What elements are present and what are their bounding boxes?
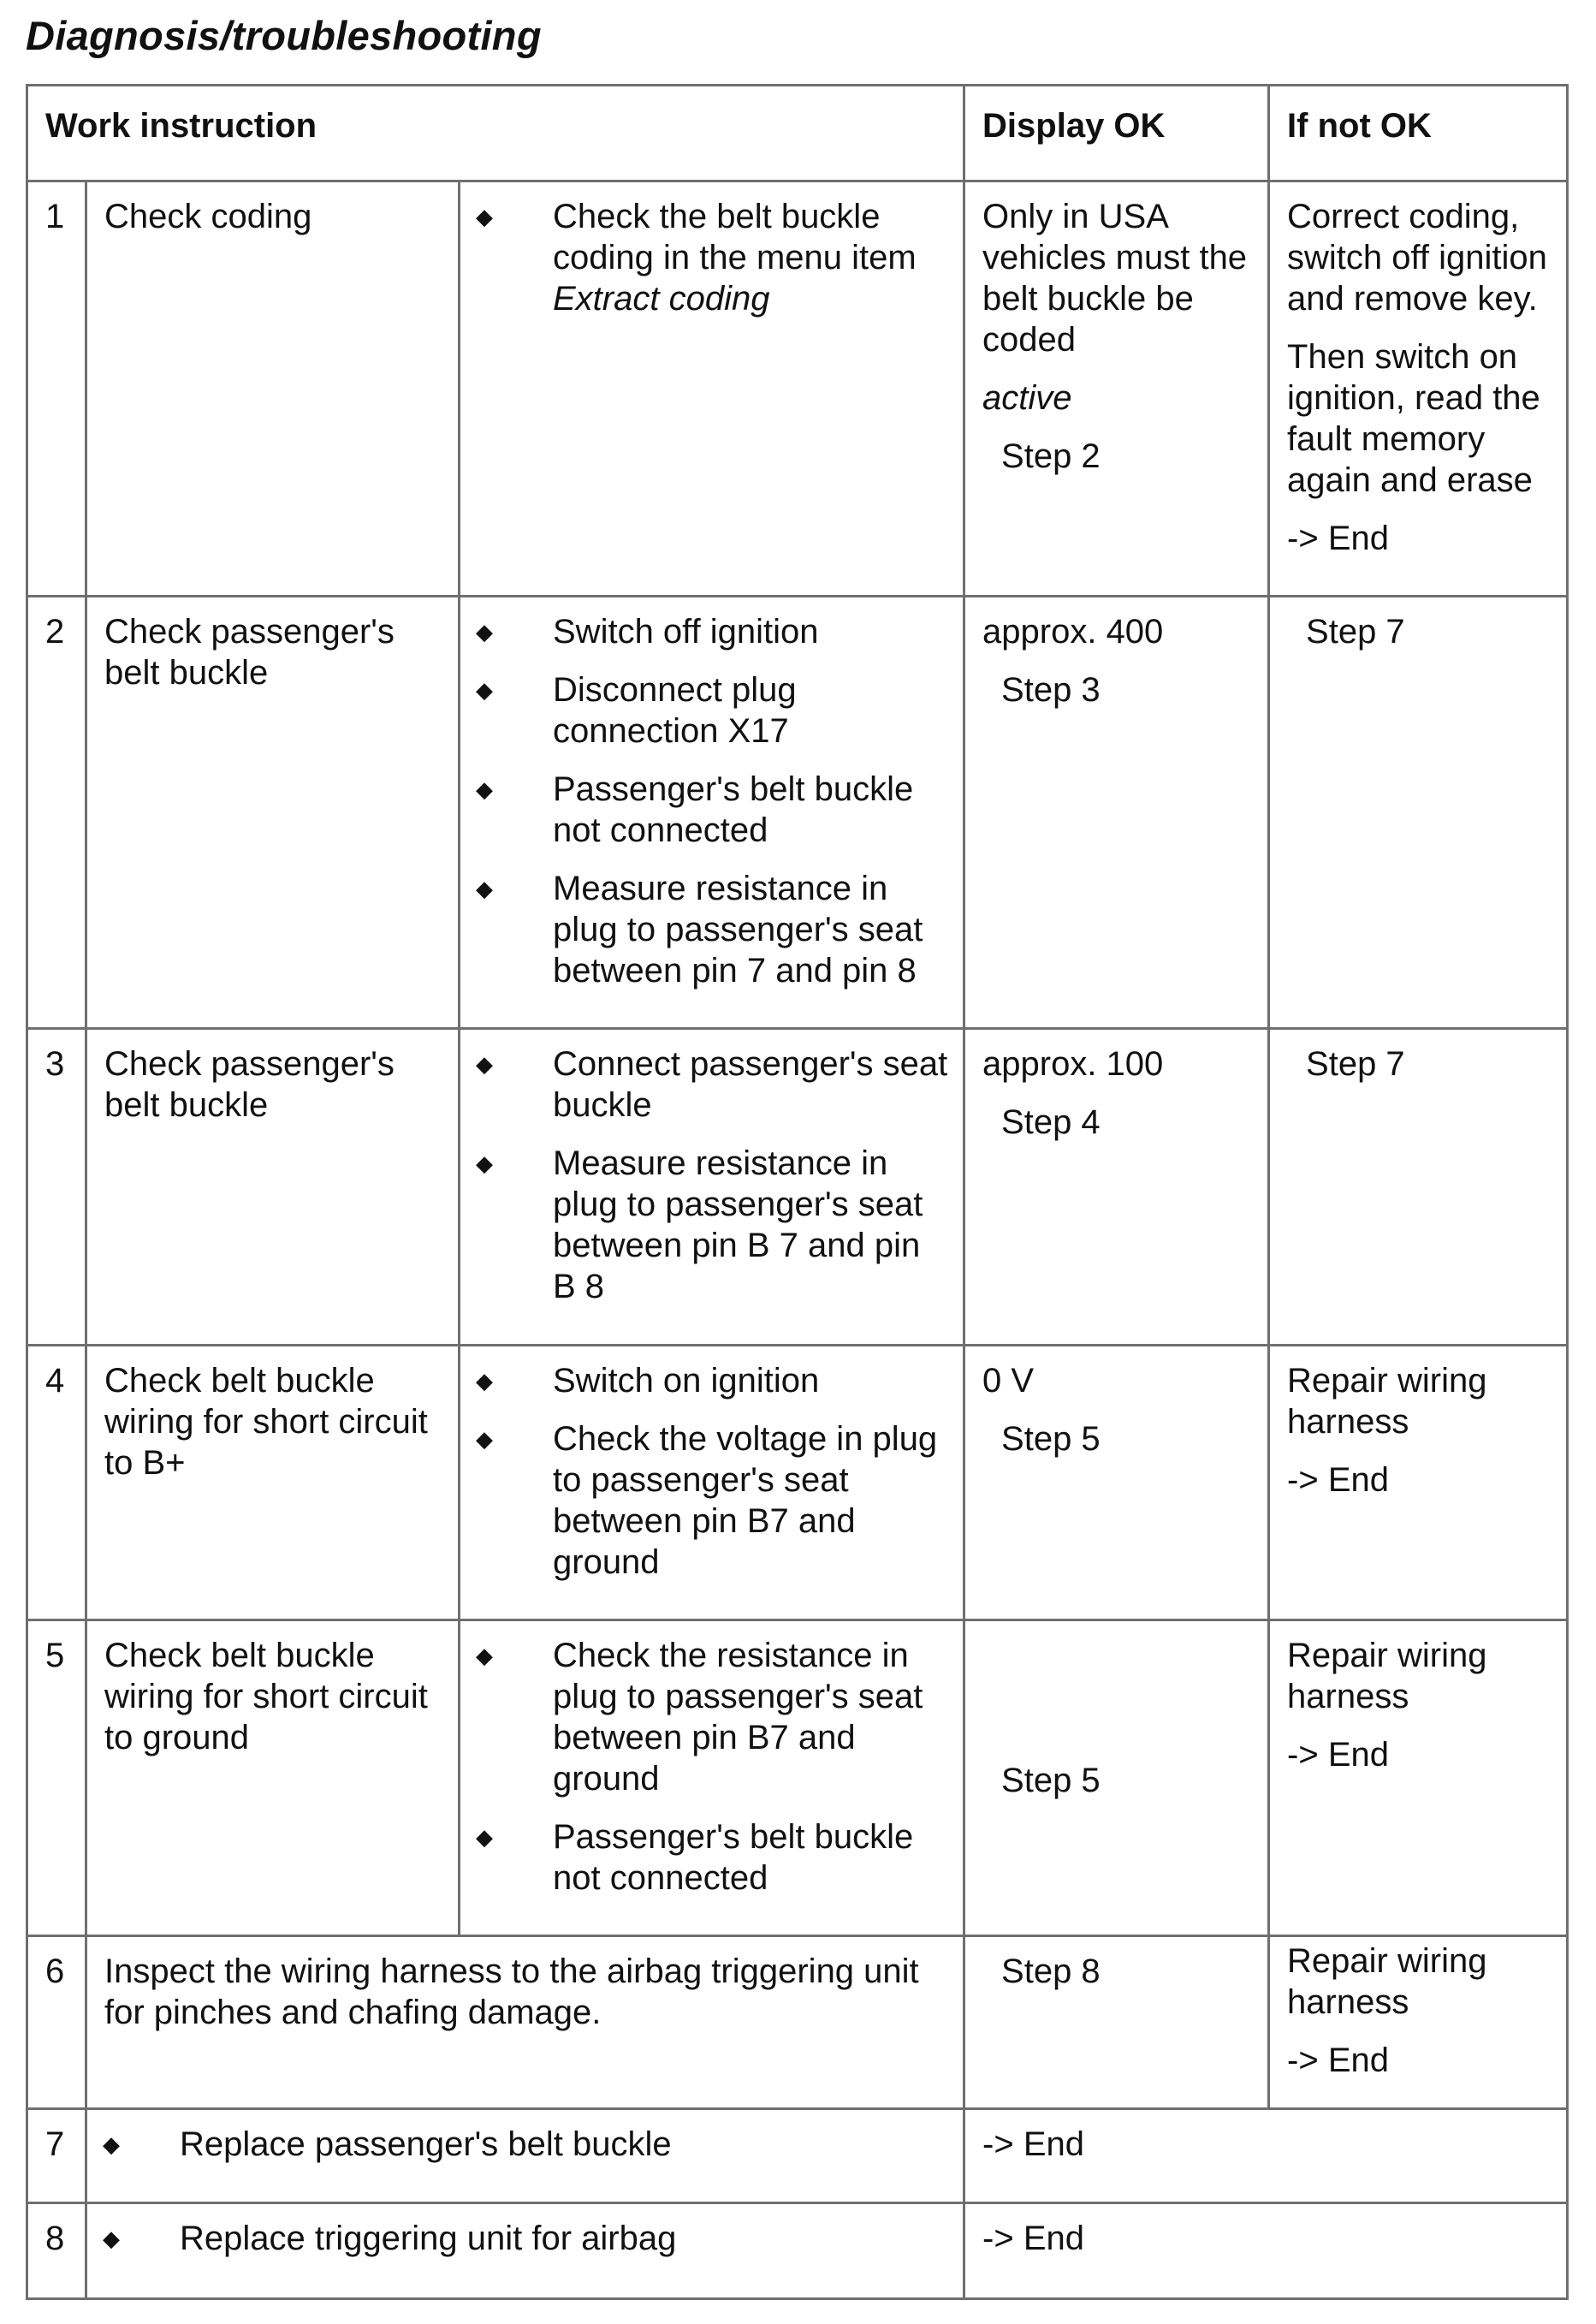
row-task: Check passenger's belt buckle [86,597,460,1029]
diamond-bullet-icon: ◆ [476,876,493,901]
diamond-bullet-icon: ◆ [476,619,493,645]
diamond-bullet-icon: ◆ [476,1051,493,1077]
header-display-ok: Display OK [964,86,1269,181]
next-step: Step 5 [1001,1420,1101,1458]
not-ok-text: Then switch on ignition, read the fault memory again and erase [1287,338,1540,499]
instruction-text: Passenger's belt buckle not connected [553,1818,914,1897]
not-ok-text: Repair wiring harness [1287,1637,1487,1715]
diamond-bullet-icon: ◆ [476,1426,493,1452]
row-display-ok [964,181,1269,597]
diamond-bullet-icon: ◆ [103,2226,120,2251]
diamond-bullet-icon: ◆ [476,776,493,802]
row-number: 1 [27,181,86,597]
row-instructions [460,1029,964,1346]
instruction-item [476,1143,951,1307]
instruction-text: Check the voltage in plug to passenger's seat between pin B7 and ground [553,1420,938,1581]
row-number: 4 [27,1346,86,1620]
table-row [27,1620,1568,1936]
next-step: Step 7 [1306,1045,1405,1083]
end-label: -> End [1287,1461,1389,1499]
instruction-item [476,1360,951,1401]
next-step: Step 8 [1001,1953,1101,1990]
row-task: Inspect the wiring harness to the airbag triggering unit for pinches and chafing damage. [86,1936,964,2109]
table-row [27,2203,1568,2299]
row-display-ok [964,2109,1568,2203]
instruction-item [103,2124,951,2165]
next-step: Step 5 [1001,1762,1101,1799]
instruction-item [476,1043,951,1126]
next-step: Step 2 [1001,437,1101,475]
row-number: 6 [27,1936,86,2109]
instruction-text: Replace passenger's belt buckle [180,2125,672,2163]
table-row [27,1346,1568,1620]
instruction-item [476,868,951,991]
instruction-text: Check the belt buckle coding in the menu item [553,198,917,276]
end-label: -> End [982,2220,1084,2257]
row-number: 8 [27,2203,86,2299]
instruction-item [476,611,951,652]
instruction-item [476,196,951,319]
diamond-bullet-icon: ◆ [476,1368,493,1394]
instruction-text: Passenger's belt buckle not connected [553,770,914,849]
row-task: Check belt buckle wiring for short circuit to ground [86,1620,460,1936]
diamond-bullet-icon: ◆ [476,204,493,229]
menu-item-name: Extract coding [553,280,770,318]
diamond-bullet-icon: ◆ [476,1150,493,1176]
display-ok-value: approx. 100 [982,1045,1164,1083]
row-display-ok [964,597,1269,1029]
instruction-text: Switch on ignition [553,1362,820,1400]
end-label: -> End [1287,2042,1389,2079]
row-display-ok [964,1029,1269,1346]
row-number: 7 [27,2109,86,2203]
row-if-not-ok [1269,1029,1568,1346]
not-ok-text: Repair wiring harness [1287,1942,1487,2021]
instruction-item [476,1635,951,1799]
not-ok-text: Repair wiring harness [1287,1362,1487,1441]
row-instructions [460,1346,964,1620]
instruction-text: Measure resistance in plug to passenger's seat between pin 7 and pin 8 [553,870,923,990]
instruction-item [476,1418,951,1583]
row-if-not-ok [1269,1620,1568,1936]
end-label: -> End [982,2125,1084,2163]
diagnosis-table [26,84,1569,2300]
next-step: Step 7 [1306,613,1405,651]
instruction-text: Disconnect plug connection X17 [553,671,797,750]
diamond-bullet-icon: ◆ [476,1643,493,1668]
row-task: Check passenger's belt buckle [86,1029,460,1346]
row-number: 2 [27,597,86,1029]
instruction-text: Replace triggering unit for airbag [180,2220,677,2257]
row-display-ok [964,2203,1568,2299]
row-if-not-ok [1269,181,1568,597]
page-title: Diagnosis/troubleshooting [26,13,542,58]
next-step: Step 4 [1001,1103,1101,1141]
end-label: -> End [1287,1736,1389,1774]
diamond-bullet-icon: ◆ [476,1824,493,1850]
display-ok-italic: active [982,379,1072,417]
row-task [86,2109,964,2203]
table-row [27,2109,1568,2203]
row-instructions [460,181,964,597]
row-display-ok [964,1620,1269,1936]
row-if-not-ok [1269,597,1568,1029]
row-number: 5 [27,1620,86,1936]
instruction-item [103,2218,951,2259]
row-display-ok [964,1936,1269,2109]
row-instructions [460,1620,964,1936]
display-ok-value: approx. 400 [982,613,1164,651]
instruction-item [476,769,951,851]
not-ok-text: Correct coding, switch off ignition and remove key. [1287,198,1547,318]
row-task [86,2203,964,2299]
row-task: Check belt buckle wiring for short circuit to B+ [86,1346,460,1620]
table-header-row [27,86,1568,181]
table-row [27,1936,1568,2109]
instruction-text: Switch off ignition [553,613,819,651]
table-row [27,1029,1568,1346]
row-instructions [460,597,964,1029]
diamond-bullet-icon: ◆ [103,2131,120,2157]
row-number: 3 [27,1029,86,1346]
table-row [27,597,1568,1029]
row-task: Check coding [86,181,460,597]
next-step: Step 3 [1001,671,1101,709]
instruction-item [476,669,951,752]
header-if-not-ok: If not OK [1269,86,1568,181]
end-label: -> End [1287,520,1389,557]
row-if-not-ok [1269,1936,1568,2109]
diamond-bullet-icon: ◆ [476,677,493,703]
instruction-text: Check the resistance in plug to passenger's seat between pin B7 and ground [553,1637,923,1798]
table-row [27,181,1568,597]
display-ok-text: Only in USA vehicles must the belt buckle be coded [982,198,1248,359]
row-display-ok [964,1346,1269,1620]
header-work-instruction: Work instruction [27,86,964,181]
instruction-text: Measure resistance in plug to passenger's seat between pin B 7 and pin B 8 [553,1144,923,1305]
display-ok-value: 0 V [982,1362,1035,1400]
row-if-not-ok [1269,1346,1568,1620]
instruction-text: Connect passenger's seat buckle [553,1045,948,1124]
instruction-item [476,1816,951,1899]
